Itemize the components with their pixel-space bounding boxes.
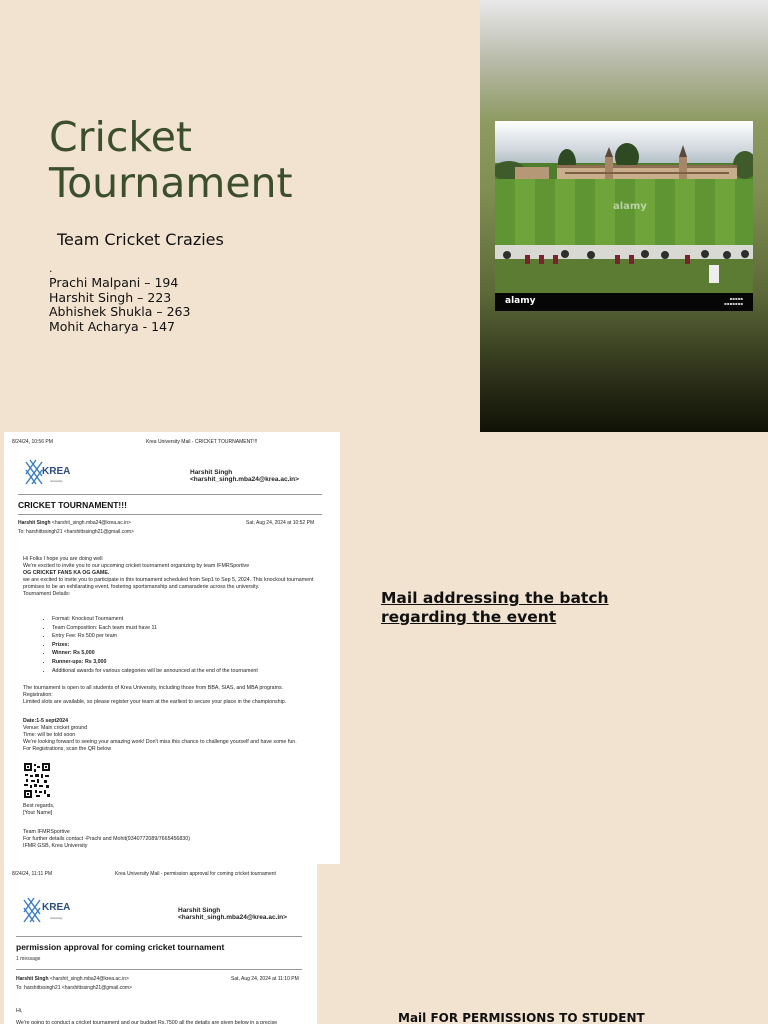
detail-item: • Additional awards for various categories will be announced at the end of the tournament — [52, 667, 258, 676]
logo-text: KREA — [42, 466, 71, 477]
krea-logo-icon — [22, 896, 42, 926]
open-to-line: The tournament is open to all students of Krea University, including those from BBA, SIAS, and MBA programs. — [23, 685, 284, 691]
registration-label: Registration: — [23, 691, 53, 698]
greeting: Hi Folks I hope you are doing well — [23, 556, 103, 562]
sender-email: <harshit_singh.mba24@krea.ac.in> — [51, 520, 131, 526]
sent-date: Sat, Aug 24, 2024 at 10:52 PM — [246, 520, 315, 526]
org-line: IFMR GSB, Krea University — [23, 842, 88, 849]
email-permission-screenshot — [4, 864, 317, 1024]
member-list — [49, 276, 190, 334]
signoff — [23, 803, 323, 817]
eligibility-paragraph — [23, 685, 323, 706]
invite-paragraph: we are excited to invite you to participate in this tournament scheduled from Sep1 to Sep 5, 2024. This knockout tournament promises to be an exhilarating event, fostering sportsmanship and camaraderie across the university. — [23, 576, 314, 590]
detail-item: • Winner: Rs 5,000 — [52, 649, 258, 658]
email-subject: CRICKET TOURNAMENT!!! — [18, 500, 127, 510]
event-date: Date:1-5 sept2024 — [23, 718, 69, 724]
sender-name: Harshit Singh — [18, 520, 51, 526]
account-header: Harshit Singh <harshit_singh.mba24@krea.ac.in> — [190, 469, 299, 483]
qr-code-icon — [24, 763, 50, 798]
message-count: 1 message — [16, 956, 41, 962]
divider — [16, 969, 302, 970]
pavilion-building — [495, 143, 753, 179]
print-datetime: 8/24/24, 10:56 PM — [12, 439, 53, 445]
photo-id-tag: ▪▪▪▪▪ ▪▪▪▪▪▪▪ — [724, 296, 743, 306]
sender-line — [16, 976, 129, 982]
sender-line — [18, 520, 131, 526]
email-intro — [23, 556, 323, 597]
detail-item: • Prizes: — [52, 641, 258, 650]
member-item: Abhishek Shukla – 263 — [49, 304, 191, 319]
closing-line: We're looking forward to seeing your amazing work! Don't miss this chance to challenge yourself and have some fun. — [23, 738, 297, 745]
krea-logo — [22, 894, 70, 926]
recipient-line: To: harshittssingh21 <harshittssingh21@gmail.com> — [18, 529, 134, 535]
your-name: [Your Name] — [23, 809, 53, 816]
scan-instruction: For Registrations, scan the QR below — [23, 745, 112, 752]
photo-brand: alamy — [505, 296, 536, 306]
logo-subtext: university — [50, 479, 63, 483]
tournament-details-list — [52, 615, 258, 675]
details-heading: Tournament Details: — [23, 590, 71, 597]
sent-date: Sat, Aug 24, 2024 at 11:10 PM — [231, 976, 299, 982]
team-signature: Team IFMRSportive — [23, 829, 70, 835]
print-title: Krea University Mail - permission approval for coming cricket tournament — [115, 871, 276, 877]
intro-line: We're excited to invite you to our upcoming cricket tournament organizing by team IFMRSportive — [23, 562, 250, 569]
event-time: Time: will be told soon — [23, 731, 76, 738]
title-line-2: Tournament — [49, 159, 293, 207]
member-item: Prachi Malpani – 194 — [49, 275, 179, 290]
signature — [23, 829, 323, 850]
recipient-line: To: harshittssingh21 <harshittssingh21@gmail.com> — [16, 985, 132, 991]
photo-panel — [480, 0, 768, 432]
regards: Best regards, — [23, 803, 55, 809]
divider — [16, 936, 302, 937]
event-info — [23, 718, 323, 753]
photo-watermark: alamy — [613, 201, 647, 212]
email-body — [16, 1005, 312, 1024]
title-slide — [4, 0, 768, 432]
krea-logo-icon — [24, 458, 44, 488]
photo-crowd — [495, 245, 753, 293]
logo-text: KREA — [42, 902, 71, 913]
member-item: Mohit Acharya - 147 — [49, 318, 176, 334]
contact-line: For further details contact -Prachi and Mohit(9340772089/7665456830) — [23, 835, 190, 842]
tagline: OG CRICKET FANS KA OG GAME. — [23, 569, 110, 576]
detail-item: • Runner-ups: Rs 3,000 — [52, 658, 258, 667]
email-invitation-screenshot — [4, 432, 340, 864]
sender-email: <harshit_singh.mba24@krea.ac.in> — [49, 976, 129, 982]
email-subject: permission approval for coming cricket tournament — [16, 942, 225, 952]
divider — [18, 514, 322, 515]
registration-text: Limited slots are available, so please register your team at the earliest to secure your place in the championship. — [23, 698, 287, 705]
logo-subtext: university — [50, 916, 63, 920]
bullet-dot: . — [49, 262, 53, 275]
krea-logo — [24, 456, 72, 486]
detail-item: • Format: Knockout Tournament — [52, 615, 258, 624]
print-datetime: 8/24/24, 11:11 PM — [12, 871, 53, 877]
caption-batch-mail: Mail addressing the batch regarding the event — [381, 589, 609, 626]
body-line: We're going to conduct a cricket tournament and our budget Rs.7500 all the details are given below in a precise — [16, 1020, 278, 1024]
caption-permission-mail: Mail FOR PERMISSIONS TO STUDENT — [398, 1011, 645, 1024]
divider — [18, 494, 322, 495]
account-header: Harshit Singh <harshit_singh.mba24@krea.ac.in> — [178, 907, 287, 921]
detail-item: • Team Composition: Each team must have 11 — [52, 624, 258, 633]
cricket-ground-photo — [495, 121, 753, 311]
detail-item: • Entry Fee: Rs 500 per team — [52, 632, 258, 641]
member-item: Harshit Singh – 223 — [49, 289, 172, 305]
event-venue: Venue: Main cricket ground — [23, 724, 88, 731]
greeting: Hi, — [16, 1008, 23, 1014]
photo-credit-bar — [495, 293, 753, 311]
print-title: Krea University Mail - CRICKET TOURNAMENT!!! — [146, 439, 258, 445]
slide-title — [49, 114, 293, 206]
team-name: Team Cricket Crazies — [57, 230, 224, 249]
sender-name: Harshit Singh — [16, 976, 49, 982]
title-line-1: Cricket — [49, 113, 192, 161]
photo-field — [495, 179, 753, 253]
